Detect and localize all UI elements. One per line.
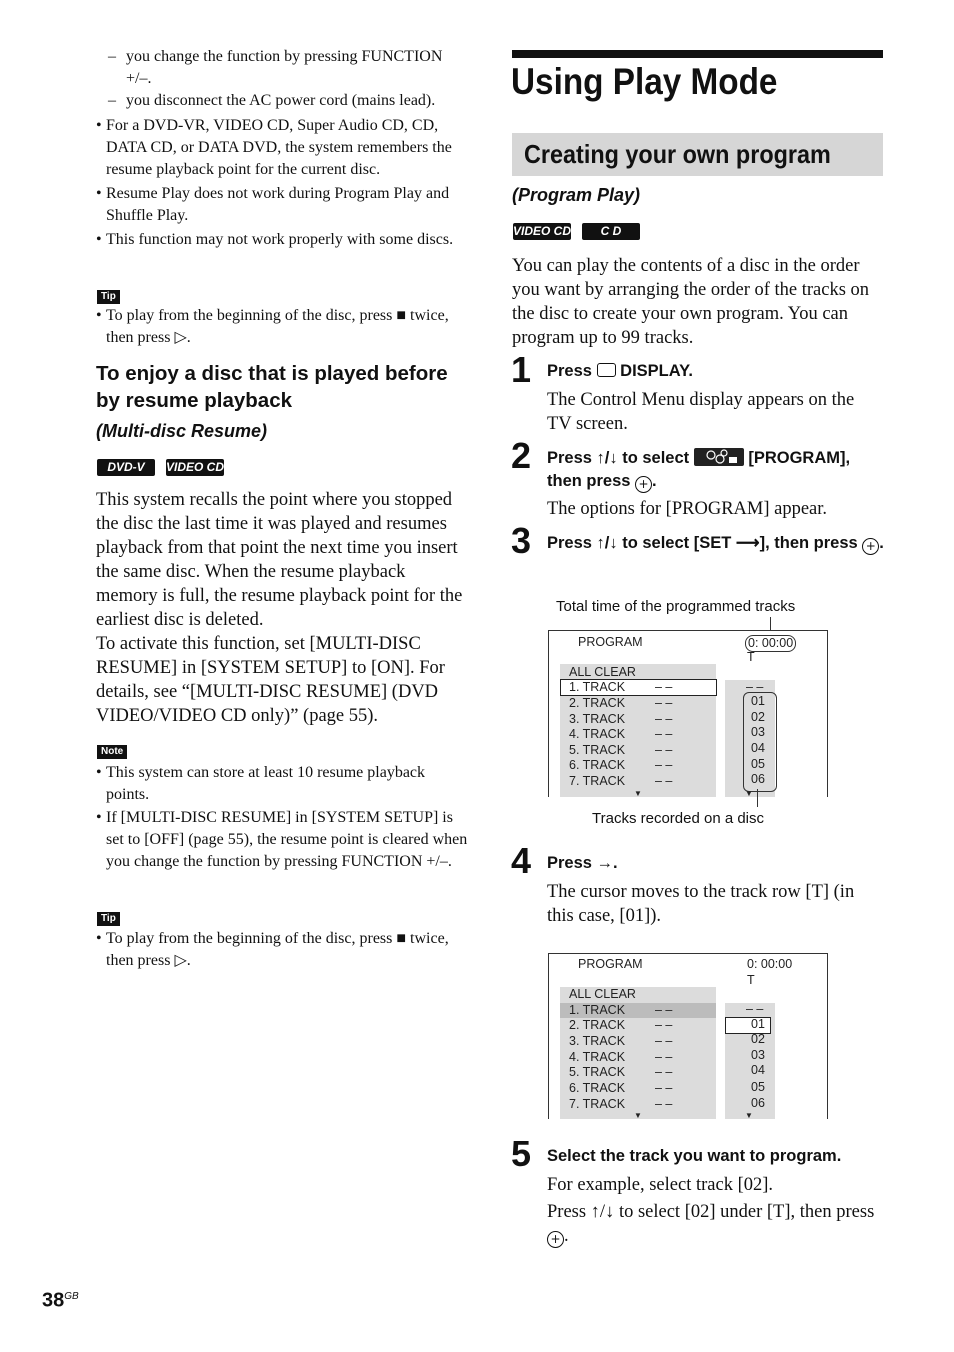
bullet-item: • This function may not work properly with some discs. bbox=[96, 229, 466, 251]
step-body-2: Press ↑/↓ to select [02] under [T], then press + . bbox=[547, 1202, 875, 1246]
t-label: T bbox=[747, 650, 755, 664]
step-heading: Press DISPLAY. bbox=[547, 362, 693, 380]
scroll-down-icon: ▼ bbox=[745, 789, 753, 798]
track-row[interactable]: 4. TRACK bbox=[569, 1050, 626, 1064]
track-row[interactable]: 5. TRACK bbox=[569, 1065, 626, 1079]
step-body: The options for [PROGRAM] appear. bbox=[547, 499, 828, 519]
track-dashes: – – bbox=[655, 712, 673, 726]
caption-disc-tracks: Tracks recorded on a disc bbox=[592, 810, 765, 827]
note-item: • If [MULTI-DISC RESUME] in [SYSTEM SETUP] is set to [OFF] (page 55), the resume point is cleared when you change the function by pressing FUNCTION +/–. bbox=[96, 807, 468, 873]
step-number: 5 bbox=[511, 1133, 532, 1174]
title-rule bbox=[512, 50, 883, 58]
disc-track[interactable]: 04 bbox=[751, 741, 765, 755]
step-number: 1 bbox=[511, 349, 532, 390]
step-heading: Select the track you want to program. bbox=[547, 1147, 842, 1165]
tip-text: • To play from the beginning of the disc, press ■ twice, then press ▷. bbox=[96, 307, 449, 346]
track-row[interactable]: 3. TRACK bbox=[569, 1034, 626, 1048]
disc-track[interactable]: 03 bbox=[751, 725, 765, 739]
track-row[interactable]: 7. TRACK bbox=[569, 774, 626, 788]
track-dashes: – – bbox=[655, 1081, 673, 1095]
play-icon: ▷ bbox=[174, 329, 187, 346]
track-dashes: – – bbox=[655, 1034, 673, 1048]
caption-total-time: Total time of the programmed tracks bbox=[556, 598, 796, 615]
all-clear[interactable]: ALL CLEAR bbox=[569, 987, 636, 1001]
tip-text-pre: To play from the beginning of the disc, press bbox=[106, 930, 393, 947]
screen-title: PROGRAM bbox=[578, 957, 643, 971]
program-screen bbox=[548, 630, 828, 797]
track-dashes: – – bbox=[655, 1050, 673, 1064]
scroll-down-icon: ▼ bbox=[745, 1111, 753, 1120]
track-row[interactable]: 3. TRACK bbox=[569, 712, 626, 726]
subhead-subtitle: (Program Play) bbox=[512, 185, 641, 205]
note-label: Note bbox=[97, 745, 127, 759]
tip-text: • To play from the beginning of the disc, press ■ twice, then press ▷. bbox=[96, 930, 449, 969]
screen-title: PROGRAM bbox=[578, 635, 643, 649]
total-time: 0: 00:00 bbox=[745, 635, 796, 652]
right-arrow-icon: ⟶ bbox=[735, 534, 760, 552]
dvd-v-badge: DVD-V bbox=[97, 459, 155, 476]
intro-bullet-list bbox=[96, 115, 466, 251]
disc-track[interactable]: 06 bbox=[751, 772, 765, 786]
track-dashes: – – bbox=[655, 680, 673, 694]
track-dashes: – – bbox=[655, 1018, 673, 1032]
disc-dashes: – – bbox=[746, 1002, 764, 1016]
page-suffix: GB bbox=[64, 1291, 79, 1302]
disc-track[interactable]: 06 bbox=[751, 1096, 765, 1110]
main-title: Using Play Mode bbox=[511, 61, 778, 102]
track-row[interactable]: 1. TRACK bbox=[569, 1003, 626, 1017]
enter-button-icon: + bbox=[635, 476, 652, 493]
disc-dashes: – – bbox=[746, 680, 764, 694]
disc-track[interactable]: 02 bbox=[751, 710, 765, 724]
tip-label: Tip bbox=[97, 290, 120, 304]
tip-text-mid: twice, then press bbox=[106, 930, 449, 969]
total-time: 0: 00:00 bbox=[747, 957, 793, 971]
intro-paragraph: You can play the contents of a disc in the order you want by arranging the order of the tracks on the disc to create your own program. You can program up to 99 tracks. bbox=[512, 256, 870, 348]
program-screen-cursor bbox=[548, 953, 828, 1119]
resume-paragraph: This system recalls the point where you stopped the disc the last time it was played and resumes playback from that point the next time you insert the same disc. When the resume playback memory is full, the resume playback point for the earliest disc is deleted. bbox=[96, 490, 463, 630]
subhead-title: Creating your own program bbox=[524, 139, 831, 169]
intro-dash-list bbox=[108, 46, 468, 112]
stop-icon: ■ bbox=[396, 930, 407, 947]
step-heading: Press ↑/↓ to select [SET ⟶], then press + . bbox=[547, 534, 884, 553]
disc-track[interactable]: 02 bbox=[751, 1032, 765, 1046]
activate-paragraph: To activate this function, set [MULTI-DISC RESUME] in [SYSTEM SETUP] to [ON]. For details, see “[MULTI-DISC RESUME] (DVD VIDEO/VIDEO CD only)” (page 55). bbox=[96, 634, 445, 726]
enter-button-icon: + bbox=[862, 538, 879, 555]
step-body: The Control Menu display appears on the TV screen. bbox=[547, 390, 855, 434]
section-title: To enjoy a disc that is played before by resume playback bbox=[96, 362, 448, 412]
track-dashes: – – bbox=[655, 1003, 673, 1017]
track-row[interactable]: 4. TRACK bbox=[569, 727, 626, 741]
bullet-item: • For a DVD-VR, VIDEO CD, Super Audio CD, CD, DATA CD, or DATA DVD, the system remembers the resume playback point for the current disc. bbox=[96, 115, 466, 181]
step-heading: Press →. bbox=[547, 854, 618, 872]
play-icon: ▷ bbox=[174, 952, 187, 969]
subhead-bar bbox=[512, 133, 883, 176]
cd-badge: C D bbox=[582, 223, 640, 240]
track-dashes: – – bbox=[655, 1065, 673, 1079]
track-dashes: – – bbox=[655, 727, 673, 741]
note-item: • This system can store at least 10 resume playback points. bbox=[96, 762, 468, 806]
callout-line bbox=[757, 789, 758, 807]
tip-text-mid: twice, then press bbox=[106, 307, 449, 346]
t-label: T bbox=[747, 973, 755, 987]
disc-track[interactable]: 01 bbox=[751, 694, 765, 708]
tip-label: Tip bbox=[97, 912, 120, 926]
track-row[interactable]: 5. TRACK bbox=[569, 743, 626, 757]
section-subtitle: (Multi-disc Resume) bbox=[96, 421, 268, 441]
all-clear[interactable]: ALL CLEAR bbox=[569, 665, 636, 679]
step-body: The cursor moves to the track row [T] (in this case, [01]). bbox=[547, 882, 855, 926]
program-icon-graphic bbox=[694, 448, 744, 466]
track-dashes: – – bbox=[655, 696, 673, 710]
track-row[interactable]: 1. TRACK bbox=[569, 680, 626, 694]
disc-track[interactable]: 01 bbox=[751, 1017, 765, 1031]
disc-track[interactable]: 03 bbox=[751, 1048, 765, 1062]
disc-track[interactable]: 04 bbox=[751, 1063, 765, 1077]
disc-track[interactable]: 05 bbox=[751, 1080, 765, 1094]
tip-text-pre: To play from the beginning of the disc, press bbox=[106, 307, 393, 324]
note-bullet-list bbox=[96, 762, 468, 873]
track-dashes: – – bbox=[655, 774, 673, 788]
video-cd-badge: VIDEO CD bbox=[513, 224, 572, 238]
enter-button-icon: + bbox=[547, 1231, 564, 1248]
dash-item: – you disconnect the AC power cord (mains lead). bbox=[108, 90, 468, 112]
scroll-down-icon: ▼ bbox=[634, 789, 642, 798]
display-button-icon bbox=[597, 363, 616, 377]
track-row[interactable]: 7. TRACK bbox=[569, 1097, 626, 1111]
track-row[interactable]: 2. TRACK bbox=[569, 696, 626, 710]
track-dashes: – – bbox=[655, 1097, 673, 1111]
disc-track[interactable]: 05 bbox=[751, 757, 765, 771]
dash-item: – you change the function by pressing FUNCTION +/–. bbox=[108, 46, 468, 90]
page-number: $38^{GB}$ bbox=[42, 1289, 79, 1312]
stop-icon: ■ bbox=[396, 307, 407, 324]
step-number: 4 bbox=[511, 840, 532, 881]
track-dashes: – – bbox=[655, 743, 673, 757]
step-number: 3 bbox=[511, 520, 532, 561]
program-icon bbox=[694, 448, 744, 466]
step-heading: Press ↑/↓ to select [PROGRAM], then press + . bbox=[547, 449, 851, 491]
step-number: 2 bbox=[511, 435, 532, 476]
track-row[interactable]: 6. TRACK bbox=[569, 758, 626, 772]
track-dashes: – – bbox=[655, 758, 673, 772]
bullet-item: • Resume Play does not work during Program Play and Shuffle Play. bbox=[96, 183, 466, 227]
track-row[interactable]: 6. TRACK bbox=[569, 1081, 626, 1095]
video-cd-badge: VIDEO CD bbox=[166, 460, 225, 474]
track-row[interactable]: 2. TRACK bbox=[569, 1018, 626, 1032]
step-body: For example, select track [02]. bbox=[547, 1175, 774, 1195]
scroll-down-icon: ▼ bbox=[634, 1111, 642, 1120]
